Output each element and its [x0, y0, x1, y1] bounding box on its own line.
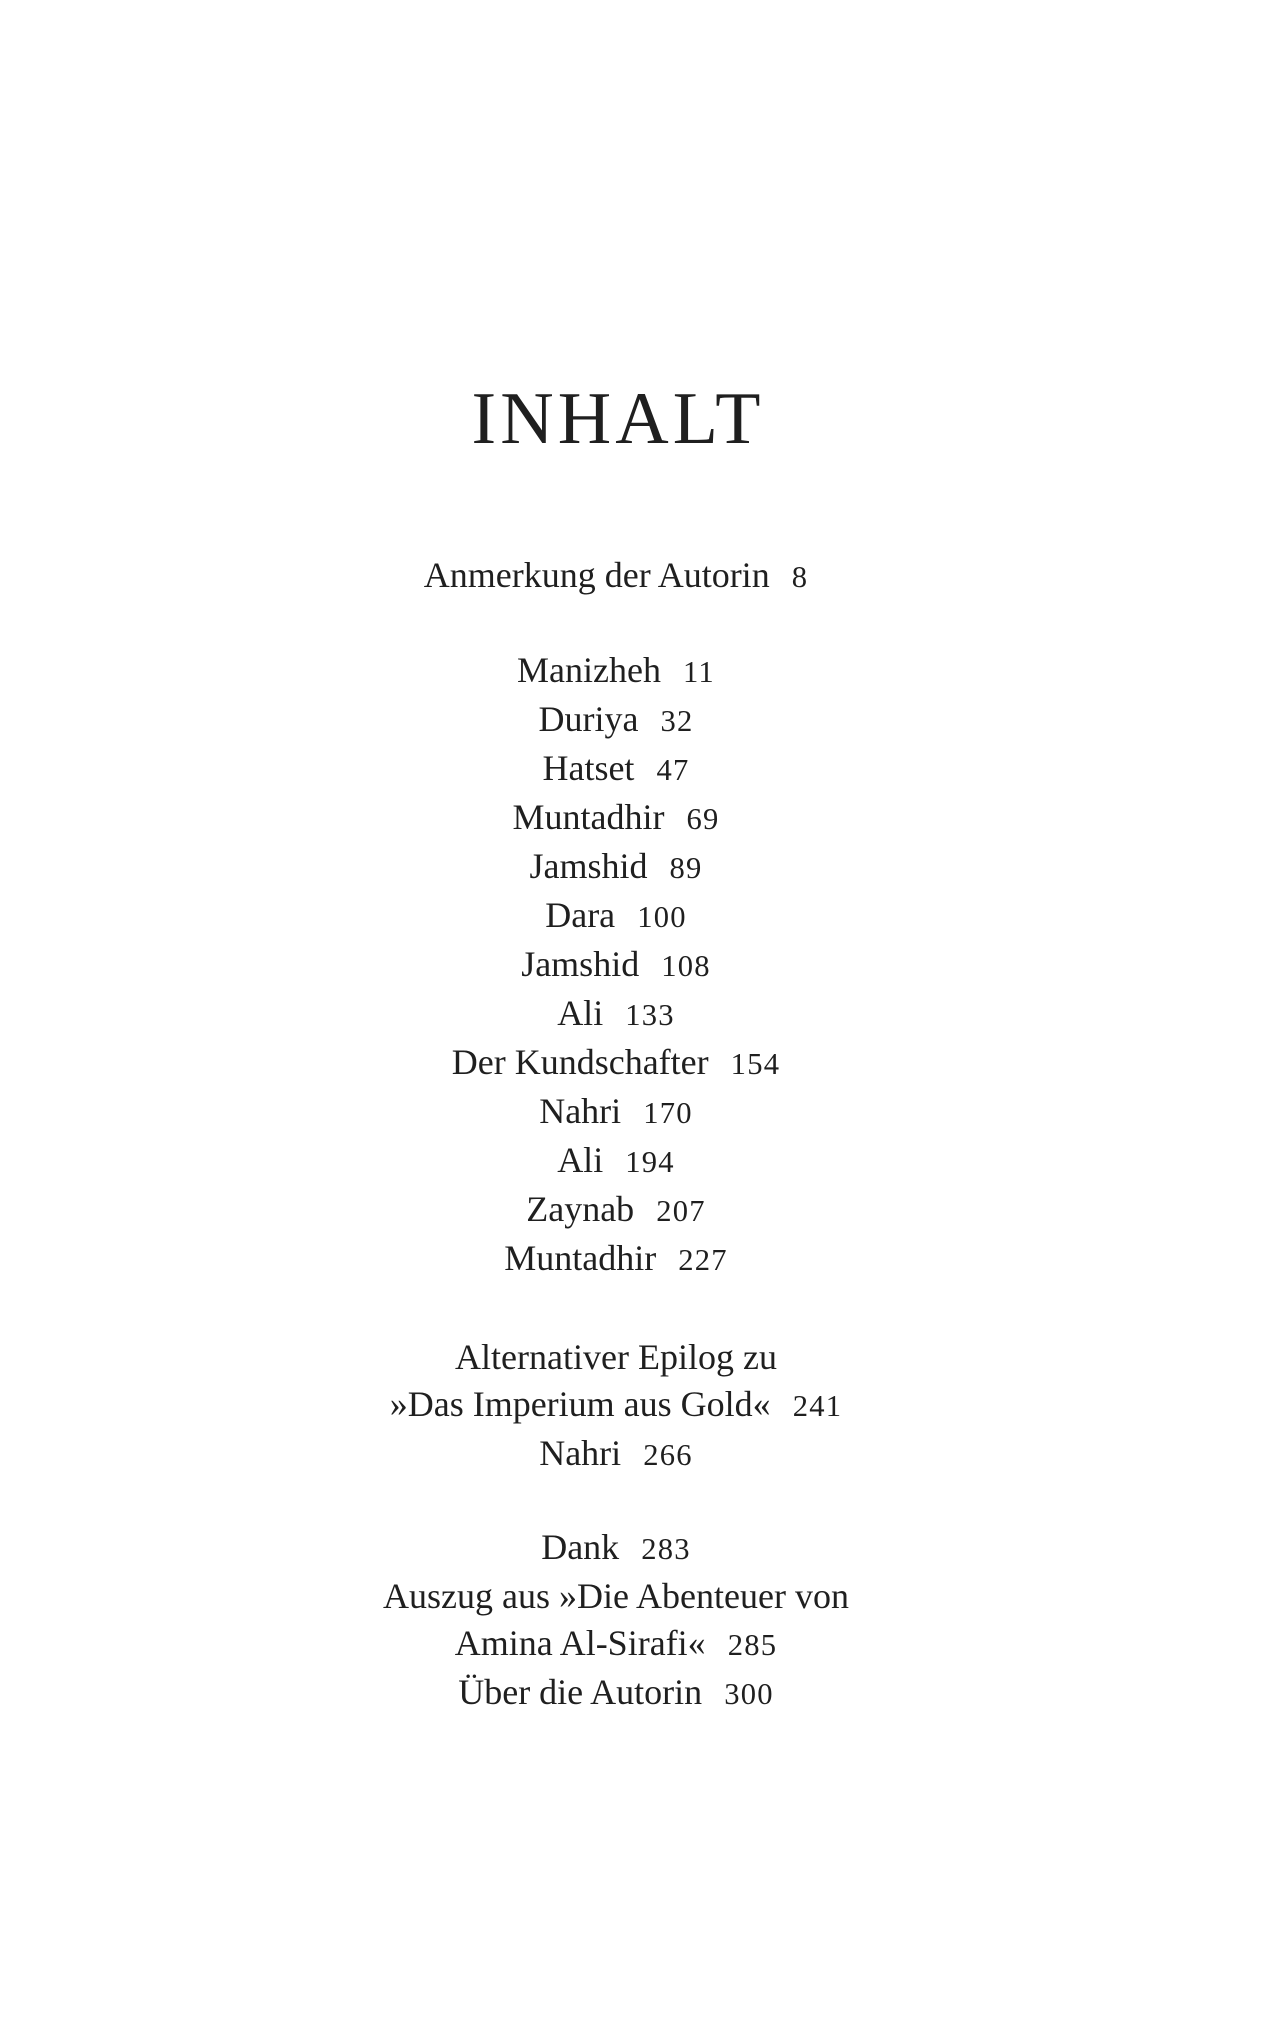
toc-entry-page: 32 [660, 704, 694, 738]
toc-entry-label: Jamshid [521, 944, 640, 984]
toc-entry-page: 207 [656, 1194, 706, 1228]
toc-entry-page: 108 [661, 949, 711, 983]
toc-entry-page: 170 [643, 1096, 693, 1130]
toc-entry [0, 1524, 1232, 1573]
toc-entry-page: 154 [730, 1047, 781, 1081]
toc-entry-label: Zaynab [526, 1189, 635, 1229]
toc-entry-page: 194 [625, 1145, 675, 1179]
toc-section-backmatter [0, 1524, 1232, 1718]
toc-entry [0, 1088, 1232, 1137]
toc-entry [0, 1235, 1232, 1284]
toc-entry-label: Ali [557, 1140, 604, 1180]
toc-section-chapters [0, 647, 1232, 1284]
toc-entry [0, 696, 1232, 745]
toc-section-note [0, 552, 1232, 601]
toc-entry-label: Anmerkung der Autorin [423, 555, 770, 595]
toc-entry-label: Ali [557, 993, 604, 1033]
toc-entry [0, 745, 1232, 794]
toc-entry-label: Hatset [542, 748, 635, 788]
toc-entry-label: Muntadhir [512, 797, 665, 837]
toc-section-epilog [0, 1334, 1232, 1479]
toc-entry [0, 552, 1232, 601]
toc-entry-label: Über die Autorin [458, 1672, 703, 1712]
toc-entry-label: Auszug aus »Die Abenteuer von [383, 1576, 849, 1616]
toc-entry-label: Nahri [539, 1433, 622, 1473]
toc-entry-label: Der Kundschafter [451, 1042, 709, 1082]
toc-entry [0, 1039, 1232, 1088]
toc-entry-page: 133 [625, 998, 675, 1032]
toc-entry [0, 1573, 1232, 1620]
toc-entry-label: Dara [545, 895, 616, 935]
toc-entry-label: Jamshid [529, 846, 648, 886]
toc-entry [0, 1186, 1232, 1235]
toc-entry-page: 89 [669, 851, 703, 885]
toc-entry [0, 1620, 1232, 1669]
toc-entry-page: 100 [637, 900, 687, 934]
toc-entry [0, 1669, 1232, 1718]
toc-entry [0, 1137, 1232, 1186]
toc-entry-label: Duriya [538, 699, 639, 739]
toc-entry-page: 283 [641, 1532, 691, 1566]
toc-entry [0, 647, 1232, 696]
toc-entry [0, 990, 1232, 1039]
page-title: INHALT [471, 378, 765, 460]
toc-entry [0, 1430, 1232, 1479]
toc-entry-label: Amina Al-Sirafi« [454, 1623, 706, 1663]
toc-entry-label: Dank [541, 1527, 620, 1567]
toc-entry-page: 285 [727, 1628, 778, 1662]
toc-entry-page: 8 [791, 560, 809, 594]
toc-entry-page: 69 [686, 802, 720, 836]
toc-entry-label: »Das Imperium aus Gold« [389, 1384, 771, 1424]
toc-entry-label: Nahri [539, 1091, 622, 1131]
toc-entry-page: 241 [792, 1389, 843, 1423]
toc-entry [0, 892, 1232, 941]
toc-entry [0, 843, 1232, 892]
toc-entry [0, 1334, 1232, 1381]
toc-entry [0, 794, 1232, 843]
toc-entry-label: Alternativer Epilog zu [455, 1337, 777, 1377]
toc-entry-page: 11 [683, 655, 715, 689]
toc-entry-page: 47 [656, 753, 690, 787]
toc-entry-page: 300 [724, 1677, 774, 1711]
toc-entry-page: 266 [643, 1438, 693, 1472]
toc-entry-page: 227 [678, 1243, 728, 1277]
toc-entry [0, 1381, 1232, 1430]
toc-entry-label: Muntadhir [504, 1238, 657, 1278]
toc-entry [0, 941, 1232, 990]
toc-entry-label: Manizheh [517, 650, 661, 690]
